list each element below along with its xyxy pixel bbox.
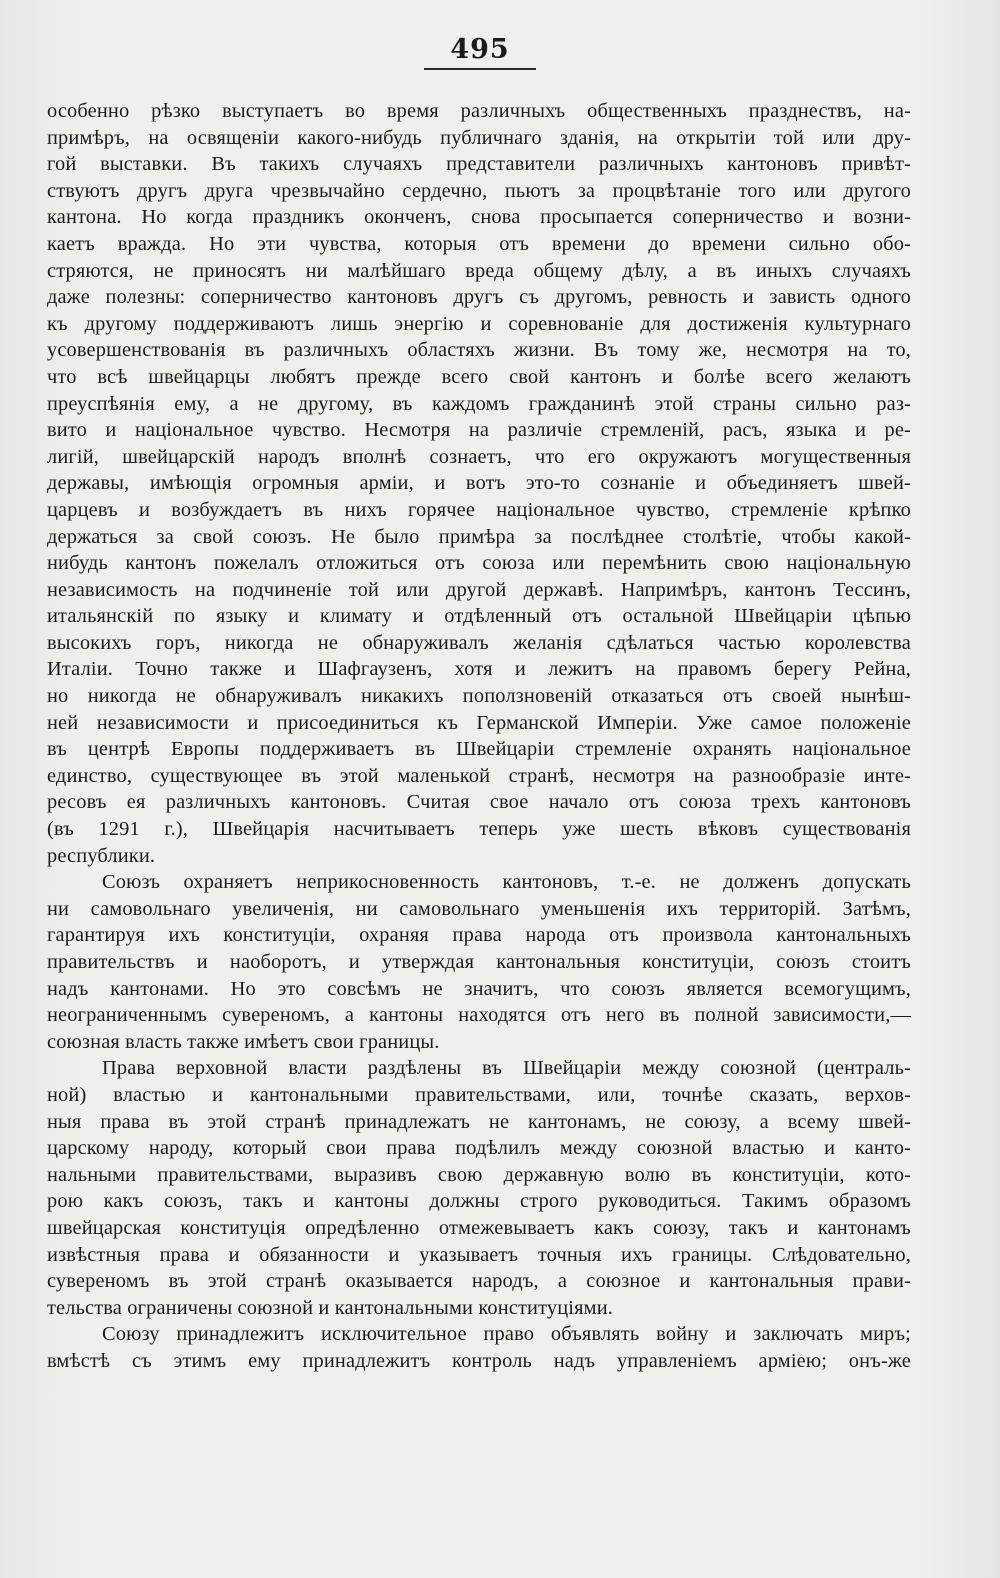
- text-line: примѣръ, на освященіи какого-нибудь публичнаго зданія, на открытіи той или дру-: [47, 126, 911, 149]
- text-line: сувереномъ въ этой странѣ оказывается народъ, а союзное и кантональныя прави-: [47, 1270, 911, 1293]
- text-line: ресовъ ея различныхъ кантоновъ. Считая свое начало отъ союза трехъ кантоновъ: [47, 791, 911, 814]
- text-line: единство, существующее въ этой маленькой странѣ, несмотря на разнообразіе инте-: [47, 764, 911, 787]
- text-line: вмѣстѣ съ этимъ ему принадлежитъ контроль надъ управленіемъ арміею; онъ-же: [47, 1349, 911, 1372]
- body-text: [47, 98, 911, 1375]
- text-line: стряются, не приносятъ ни малѣйшаго вреда общему дѣлу, а въ иныхъ случаяхъ: [47, 259, 911, 282]
- text-line: царскому народу, который свои права подѣлилъ между союзной властью и канто-: [47, 1137, 911, 1160]
- text-line: вито и національное чувство. Несмотря на различіе стремленій, расъ, языка и ре-: [47, 419, 911, 442]
- text-line: союзная власть также имѣетъ свои границы.: [47, 1030, 440, 1053]
- text-line: Права верховной власти раздѣлены въ Швейцаріи между союзной (централь-: [102, 1057, 911, 1080]
- text-line: гарантируя ихъ конституціи, охраняя права народа отъ произвола кантональныхъ: [47, 924, 911, 947]
- text-line: нибудь кантонъ пожелалъ отложиться отъ союза или перемѣнить свою національную: [47, 552, 911, 575]
- text-line: кантона. Но когда праздникъ оконченъ, снова просыпается соперничество и возни-: [47, 206, 911, 229]
- text-line: Союзъ охраняетъ неприкосновенность кантоновъ, т.-е. не долженъ допускать: [102, 871, 911, 894]
- text-line: ныя права въ этой странѣ принадлежатъ не кантонамъ, не союзу, а всему швей-: [47, 1110, 911, 1133]
- text-line: что всѣ швейцарцы любятъ прежде всего свой кантонъ и болѣе всего желаютъ: [47, 365, 911, 388]
- text-line: независимость на подчиненіе той или другой державѣ. Напримѣръ, кантонъ Тессинъ,: [47, 578, 911, 601]
- text-line: швейцарская конституція опредѣленно отмежевываетъ какъ союзу, такъ и кантонамъ: [47, 1216, 911, 1239]
- text-line: (въ 1291 г.), Швейцарія насчитываетъ теперь уже шесть вѣковъ существованія: [47, 818, 911, 841]
- text-line: ствуютъ другъ друга чрезвычайно сердечно, пьютъ за процвѣтаніе того или другого: [47, 179, 911, 202]
- text-line: но никогда не обнаруживалъ никакихъ поползновеній отказаться отъ своей нынѣш-: [47, 685, 911, 708]
- text-line: высокихъ горъ, никогда не обнаруживалъ желанія сдѣлаться частью королевства: [47, 631, 911, 654]
- text-line: нальными правительствами, выразивъ свою державную волю въ конституціи, кото-: [47, 1163, 911, 1186]
- text-line: въ центрѣ Европы поддерживаетъ въ Швейцаріи стремленіе охранять національное: [47, 738, 911, 761]
- text-line: царцевъ и возбуждаетъ въ нихъ горячее національное чувство, стремленіе крѣпко: [47, 498, 911, 521]
- text-line: тельства ограничены союзной и кантональными конституціями.: [47, 1296, 614, 1319]
- text-line: лигій, швейцарскій народъ вполнѣ сознаетъ, что его окружаютъ могущественныя: [47, 445, 911, 468]
- page-number: 495: [450, 34, 510, 65]
- text-line: ней независимости и присоединиться къ Германской Имперіи. Уже самое положеніе: [47, 711, 911, 734]
- text-line: даже полезны: соперничество кантоновъ другъ съ другомъ, ревность и зависть одного: [47, 286, 911, 309]
- page-number-rule: [424, 68, 536, 70]
- text-line: каетъ вражда. Но эти чувства, которыя отъ времени до времени сильно обо-: [47, 232, 911, 255]
- text-line: правительствъ и наоборотъ, и утверждая кантональныя конституціи, союзъ стоитъ: [47, 951, 911, 973]
- text-line: извѣстныя права и обязанности и указываетъ точныя ихъ границы. Слѣдовательно,: [47, 1243, 911, 1266]
- text-line: Союзу принадлежитъ исключительное право объявлять войну и заключать миръ;: [102, 1323, 911, 1346]
- text-line: ни самовольнаго увеличенія, ни самовольнаго уменьшенія ихъ территорій. Затѣмъ,: [47, 897, 911, 920]
- text-line: ной) властью и кантональными правительствами, или, точнѣе сказать, верхов-: [47, 1083, 911, 1106]
- text-line: рою какъ союзъ, такъ и кантоны должны строго руководиться. Такимъ образомъ: [47, 1190, 911, 1213]
- text-line: къ другому поддерживаютъ лишь энергію и соревнованіе для достиженія культурнаго: [47, 312, 911, 335]
- text-line: итальянскій по языку и климату и отдѣленный отъ остальной Швейцаріи цѣпью: [47, 605, 911, 628]
- text-line: Италіи. Точно также и Шафгаузенъ, хотя и лежитъ на правомъ берегу Рейна,: [47, 658, 911, 681]
- text-line: надъ кантонами. Но это совсѣмъ не значитъ, что союзъ является всемогущимъ,: [47, 977, 911, 1000]
- text-line: неограниченнымъ сувереномъ, а кантоны находятся отъ него въ полной зависимости,—: [47, 1004, 911, 1027]
- text-line: державы, имѣющія огромныя арміи, и вотъ это-то сознаніе и объединяетъ швей-: [47, 472, 911, 495]
- text-line: держаться за свой союзъ. Не было примѣра за послѣднее столѣтіе, чтобы какой-: [47, 525, 911, 548]
- text-line: особенно рѣзко выступаетъ во время различныхъ общественныхъ празднествъ, на-: [47, 100, 911, 122]
- text-line: республики.: [47, 844, 156, 867]
- text-line: гой выставки. Въ такихъ случаяхъ представители различныхъ кантоновъ привѣт-: [47, 153, 911, 176]
- text-line: усовершенствованія въ различныхъ областяхъ жизни. Въ тому же, несмотря на то,: [47, 339, 911, 362]
- text-line: преуспѣянія ему, а не другому, въ каждомъ гражданинѣ этой страны сильно раз-: [47, 392, 911, 415]
